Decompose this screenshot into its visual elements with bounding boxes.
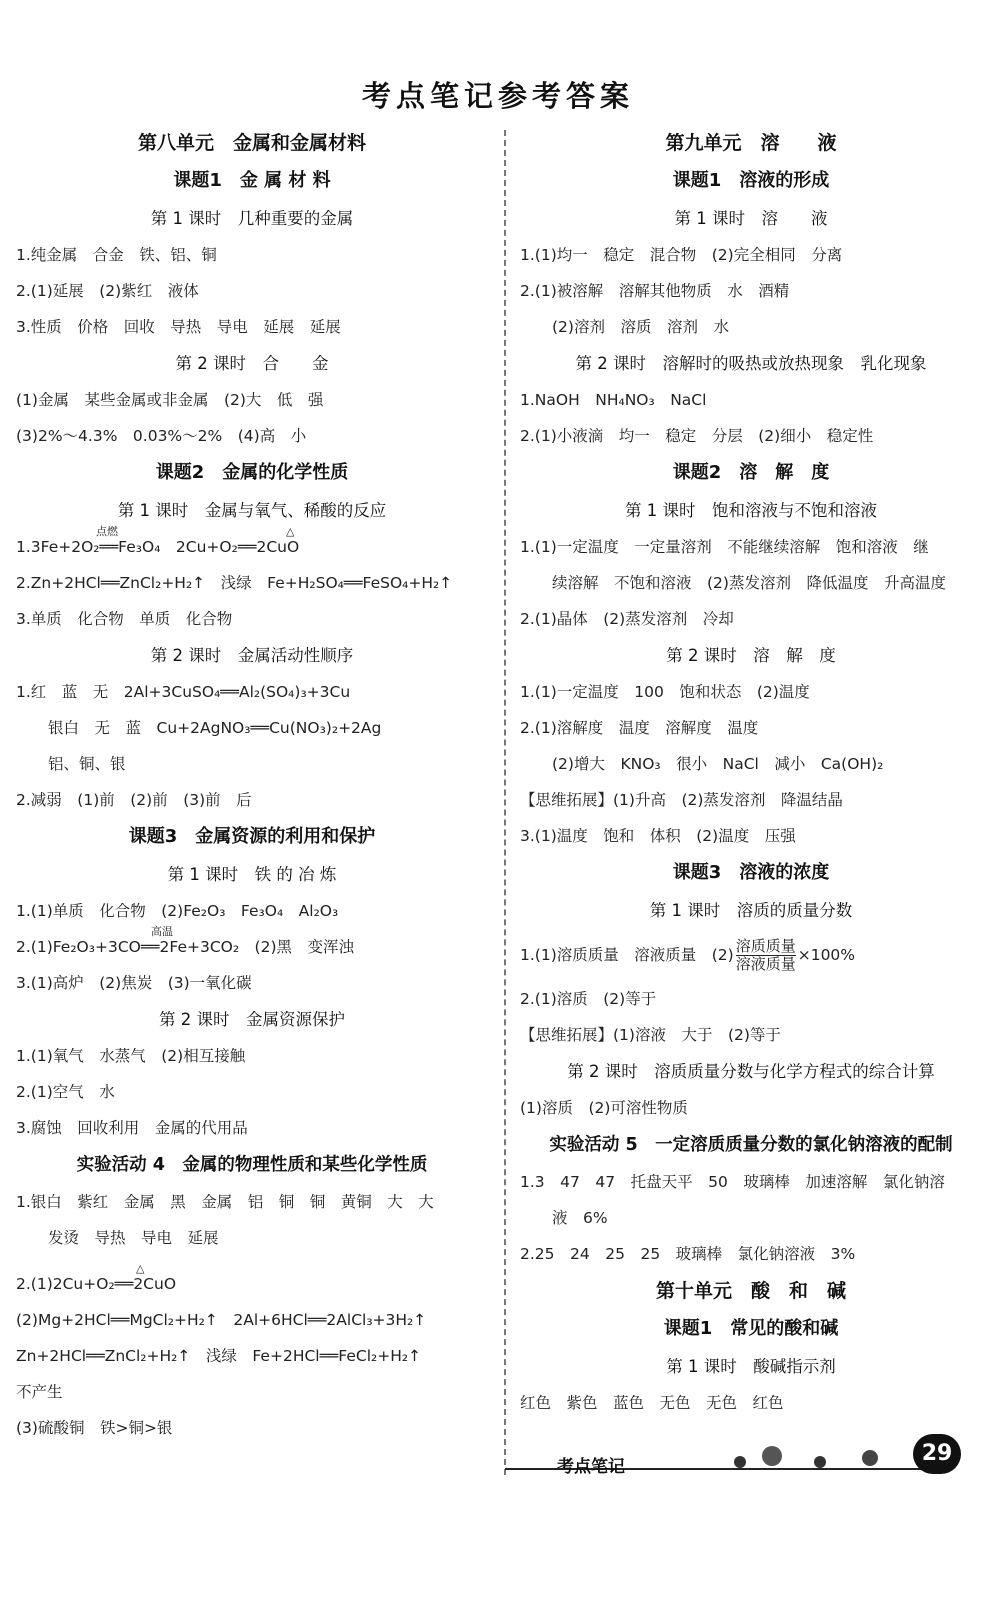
answer-line: 2.(1)延展 (2)紫红 液体	[16, 282, 199, 300]
equation-line	[16, 925, 488, 965]
equation-line: 2.Zn+2HCl══ZnCl₂+H₂↑ 浅绿 Fe+H₂SO₄══FeSO₄+H₂↑	[16, 574, 453, 592]
reaction-condition: △	[136, 1262, 145, 1275]
reaction-condition: 点燃	[96, 525, 118, 538]
answer-line: (3)2%～4.3% 0.03%～2% (4)高 小	[16, 427, 307, 445]
topic-heading: 课题1 常见的酸和碱	[663, 1318, 839, 1339]
lesson-heading: 第 2 课时 溶解时的吸热或放热现象 乳化现象	[575, 354, 927, 373]
experiment-heading: 实验活动 5 一定溶质质量分数的氯化钠溶液的配制	[549, 1135, 953, 1155]
answer-line: 3.(1)温度 饱和 体积 (2)温度 压强	[520, 827, 796, 845]
mass-fraction-formula	[736, 938, 796, 973]
answer-line: 1.纯金属 合金 铁、铝、铜	[16, 246, 217, 264]
formula-suffix: ×100%	[797, 946, 856, 964]
answer-line: 2.(1)溶质 (2)等于	[520, 990, 657, 1008]
answer-line: 2.(1)晶体 (2)蒸发溶剂 冷却	[520, 610, 734, 628]
lesson-heading: 第 1 课时 金属与氧气、稀酸的反应	[117, 501, 387, 520]
formula-text: 1.(1)溶质质量 溶液质量 (2)	[520, 946, 734, 964]
extension-line: 【思维拓展】(1)溶液 大于 (2)等于	[520, 1026, 781, 1044]
lesson-heading: 第 2 课时 溶质质量分数与化学方程式的综合计算	[567, 1062, 935, 1081]
topic-heading: 课题2 金属的化学性质	[155, 462, 349, 483]
answer-line: (2)溶剂 溶质 溶剂 水	[552, 318, 729, 336]
answer-line: (3)硫酸铜 铁>铜>银	[16, 1419, 173, 1437]
lesson-heading: 第 1 课时 几种重要的金属	[150, 209, 354, 228]
equation-line: Zn+2HCl══ZnCl₂+H₂↑ 浅绿 Fe+2HCl══FeCl₂+H₂↑	[16, 1347, 422, 1365]
lesson-heading: 第 2 课时 合 金	[175, 354, 329, 373]
answer-line: 3.腐蚀 回收利用 金属的代用品	[16, 1119, 248, 1137]
answer-line: (1)金属 某些金属或非金属 (2)大 低 强	[16, 391, 324, 409]
answer-line: 续溶解 不饱和溶液 (2)蒸发溶剂 降低温度 升高温度	[552, 574, 946, 592]
experiment-heading: 实验活动 4 金属的物理性质和某些化学性质	[76, 1155, 428, 1175]
topic-heading: 课题1 金 属 材 料	[173, 170, 331, 191]
reaction-condition: △	[286, 525, 295, 538]
answer-line: 2.(1)小液滴 均一 稳定 分层 (2)细小 稳定性	[520, 427, 874, 445]
answer-line: 不产生	[16, 1383, 63, 1401]
answer-line: 2.(1)溶解度 温度 溶解度 温度	[520, 719, 759, 737]
answer-line: 铝、铜、银	[48, 755, 126, 773]
topic-heading: 课题1 溶液的形成	[672, 170, 830, 191]
answer-line: 2.减弱 (1)前 (2)前 (3)前 后	[16, 791, 252, 809]
equation-text: 2.(1)Fe₂O₃+3CO══2Fe+3CO₂ (2)黑 变浑浊	[16, 938, 355, 956]
answer-line: 1.NaOH NH₄NO₃ NaCl	[520, 391, 707, 409]
answer-line: 1.(1)单质 化合物 (2)Fe₂O₃ Fe₃O₄ Al₂O₃	[16, 902, 339, 920]
answer-line: 1.银白 紫红 金属 黑 金属 铝 铜 铜 黄铜 大 大	[16, 1193, 434, 1211]
answer-line: 发烫 导热 导电 延展	[48, 1229, 219, 1247]
page-title: 考点笔记参考答案	[361, 79, 634, 113]
equation-line: 1.红 蓝 无 2Al+3CuSO₄══Al₂(SO₄)₃+3Cu	[16, 683, 351, 701]
answer-line: 1.3 47 47 托盘天平 50 玻璃棒 加速溶解 氯化钠溶	[520, 1173, 945, 1191]
lesson-heading: 第 2 课时 金属活动性顺序	[150, 646, 354, 665]
lesson-heading: 第 1 课时 酸碱指示剂	[666, 1357, 836, 1376]
equation-line: 银白 无 蓝 Cu+2AgNO₃══Cu(NO₃)₂+2Ag	[48, 719, 382, 737]
topic-heading: 课题2 溶 解 度	[672, 462, 830, 483]
extension-line: 【思维拓展】(1)升高 (2)蒸发溶剂 降温结晶	[520, 791, 843, 809]
lesson-heading: 第 1 课时 溶质的质量分数	[649, 901, 853, 920]
answer-line: 3.(1)高炉 (2)焦炭 (3)一氧化碳	[16, 974, 252, 992]
equation-text: 1.3Fe+2O₂══Fe₃O₄ 2Cu+O₂══2CuO	[16, 538, 300, 556]
fraction-numerator: 溶质质量	[735, 937, 796, 955]
answer-line: 2.(1)被溶解 溶解其他物质 水 酒精	[520, 282, 790, 300]
equation-text: 2.(1)2Cu+O₂══2CuO	[16, 1275, 177, 1293]
answer-line: 1.(1)一定温度 一定量溶剂 不能继续溶解 饱和溶液 继	[520, 538, 929, 556]
lesson-heading: 第 2 课时 溶 解 度	[666, 646, 836, 665]
lesson-heading: 第 1 课时 溶 液	[674, 209, 828, 228]
topic-heading: 课题3 溶液的浓度	[672, 862, 830, 883]
equation-line	[16, 525, 488, 565]
reaction-condition: 高温	[151, 925, 173, 938]
answer-line: 红色 紫色 蓝色 无色 无色 红色	[520, 1394, 784, 1412]
answer-line: 1.(1)均一 稳定 混合物 (2)完全相同 分离	[520, 246, 843, 264]
answer-line: (1)溶质 (2)可溶性物质	[520, 1099, 688, 1117]
answer-line: 2.25 24 25 25 玻璃棒 氯化钠溶液 3%	[520, 1245, 856, 1263]
footer-label: 考点笔记	[557, 1457, 625, 1477]
unit-heading: 第八单元 金属和金属材料	[137, 132, 366, 154]
formula-line	[520, 929, 982, 981]
decorative-dots	[720, 1444, 920, 1474]
right-column	[520, 124, 982, 1421]
unit-heading: 第十单元 酸 和 碱	[655, 1280, 846, 1302]
equation-line: (2)Mg+2HCl══MgCl₂+H₂↑ 2Al+6HCl══2AlCl₃+3H₂↑	[16, 1311, 427, 1329]
lesson-heading: 第 2 课时 金属资源保护	[159, 1010, 345, 1029]
unit-heading: 第九单元 溶 液	[665, 132, 837, 154]
answer-line: 1.(1)一定温度 100 饱和状态 (2)温度	[520, 683, 810, 701]
equation-line	[16, 1262, 488, 1302]
answer-line: 液 6%	[552, 1209, 608, 1227]
topic-heading: 课题3 金属资源的利用和保护	[128, 826, 376, 847]
fraction-denominator: 溶液质量	[735, 955, 796, 973]
column-divider	[504, 130, 506, 1475]
answer-line: 1.(1)氧气 水蒸气 (2)相互接触	[16, 1047, 246, 1065]
lesson-heading: 第 1 课时 饱和溶液与不饱和溶液	[625, 501, 877, 520]
lesson-heading: 第 1 课时 铁 的 冶 炼	[167, 865, 337, 884]
answer-line: 3.性质 价格 回收 导热 导电 延展 延展	[16, 318, 341, 336]
answer-line: (2)增大 KNO₃ 很小 NaCl 减小 Ca(OH)₂	[552, 755, 884, 773]
left-column	[16, 124, 488, 1446]
answer-line: 3.单质 化合物 单质 化合物	[16, 610, 233, 628]
answer-line: 2.(1)空气 水	[16, 1083, 115, 1101]
page-number-badge: 29	[913, 1434, 961, 1474]
